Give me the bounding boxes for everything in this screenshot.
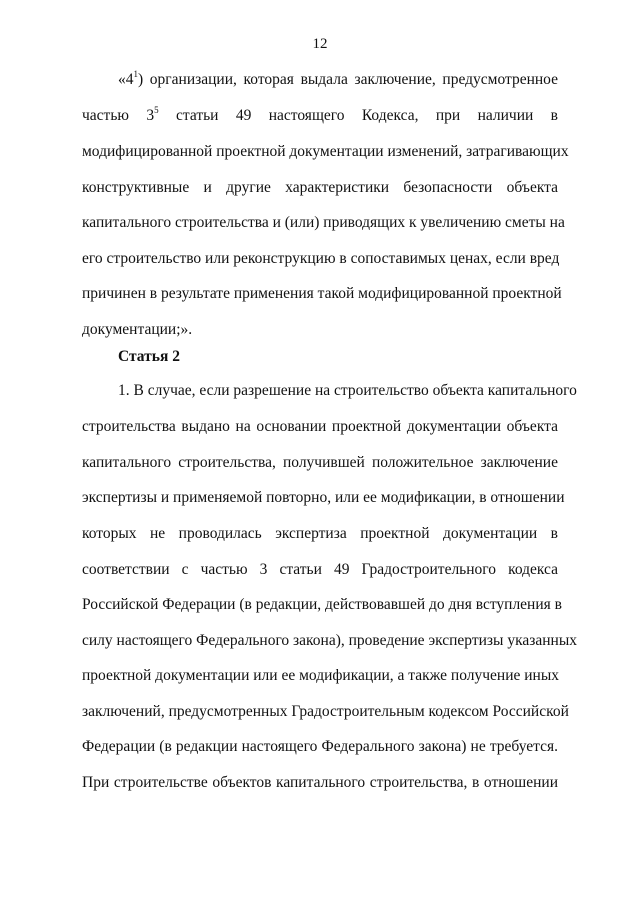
text-line <box>118 70 558 90</box>
text-line <box>82 106 558 126</box>
text-line: его строительство или реконструкцию в сопоставимых ценах, если вред <box>82 250 560 267</box>
text-line: проектной документации или ее модификации, а также получение иных <box>82 667 560 684</box>
text-line: При строительстве объектов капитального строительства, в отношении <box>82 774 558 791</box>
text-line: строительства выдано на основании проектной документации объекта <box>82 418 558 435</box>
text-line: капитального строительства, получившей положительное заключение <box>82 454 558 471</box>
text-line: силу настоящего Федерального закона), проведение экспертизы указанных <box>82 632 578 649</box>
text-line: экспертизы и применяемой повторно, или ее модификации, в отношении <box>82 489 565 506</box>
superscript: 5 <box>154 104 159 115</box>
text-line: Российской Федерации (в редакции, действовавшей до дня вступления в <box>82 596 562 613</box>
text-line: соответствии с частью 3 статьи 49 Градостроительного кодекса <box>82 561 558 578</box>
page-number: 12 <box>312 36 328 52</box>
text-line: капитального строительства и (или) приводящих к увеличению сметы на <box>82 214 565 231</box>
text-span: частью 3 <box>82 107 155 124</box>
text-line: Федерации (в редакции настоящего Федерального закона) не требуется. <box>82 738 558 755</box>
text-line: которых не проводилась экспертиза проектной документации в <box>82 525 558 542</box>
text-span: «4 <box>118 71 134 88</box>
article-heading: Статья 2 <box>118 348 180 365</box>
text-line: документации;». <box>82 321 193 338</box>
superscript: 1 <box>133 68 138 79</box>
text-line: причинен в результате применения такой модифицированной проектной <box>82 285 562 302</box>
text-span: ) организации, которая выдала заключение, предусмотренное <box>138 71 558 88</box>
text-line: конструктивные и другие характеристики безопасности объекта <box>82 179 558 196</box>
text-line: 1. В случае, если разрешение на строительство объекта капитального <box>118 382 577 399</box>
text-line: заключений, предусмотренных Градостроительным кодексом Российской <box>82 703 569 720</box>
text-span: статьи 49 настоящего Кодекса, при наличии в <box>158 107 558 124</box>
text-line: модифицированной проектной документации изменений, затрагивающих <box>82 143 569 160</box>
